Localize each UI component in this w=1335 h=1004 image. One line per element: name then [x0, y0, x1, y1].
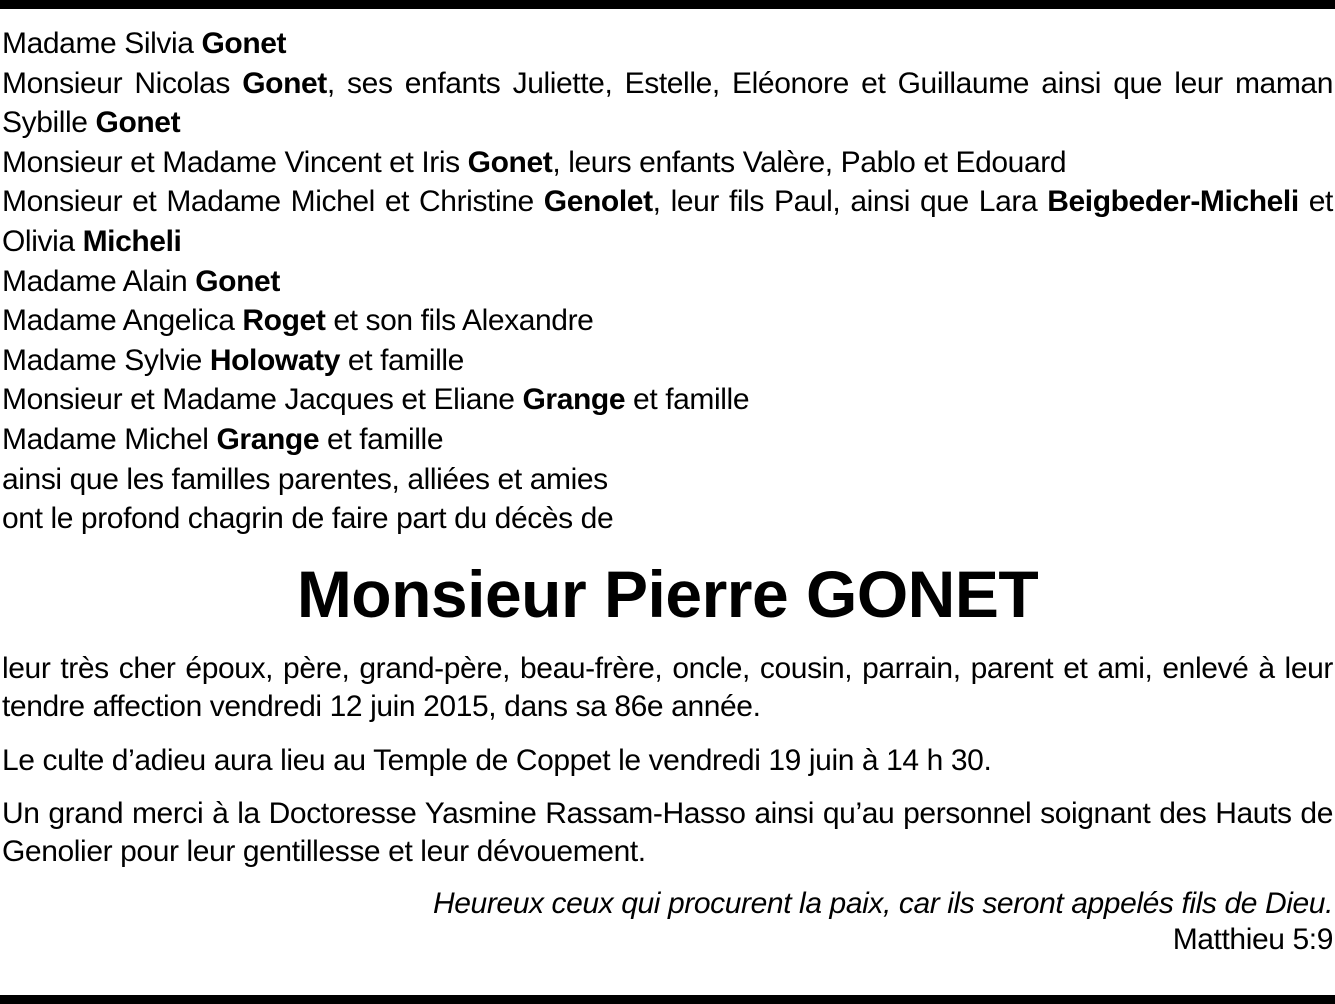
- mourner-text: Madame Silvia: [2, 27, 202, 60]
- mourner-line: [2, 64, 1333, 143]
- thanks-paragraph: Un grand merci à la Doctoresse Yasmine Rassam-Hasso ainsi qu’au personnel soignant des Hauts de Genolier pour leur gentillesse et leur dévouement.: [2, 797, 1333, 868]
- mourner-text: Monsieur Nicolas: [2, 66, 243, 100]
- mourner-text: ainsi que les familles parentes, alliées et amies: [2, 462, 608, 496]
- mourner-text: et Olivia: [2, 185, 1333, 258]
- mourner-line: [2, 420, 1333, 460]
- bible-quote: [433, 886, 1333, 958]
- mourner-text: Madame Michel: [2, 422, 217, 456]
- mourner-text: et famille: [625, 383, 750, 417]
- mourner-line: [2, 301, 1333, 341]
- mourner-line: [2, 24, 1333, 64]
- mourner-text: Monsieur et Madame Jacques et Eliane: [2, 383, 523, 417]
- announcement-line: [2, 499, 1333, 539]
- mourner-surname: Gonet: [467, 145, 553, 179]
- mourner-text: et famille: [319, 422, 444, 456]
- bottom-rule: [0, 995, 1335, 1004]
- mourner-surname: Gonet: [242, 66, 327, 100]
- mourner-text: , leur fils Paul, ainsi que Lara: [652, 185, 1048, 219]
- mourner-line: [2, 460, 1333, 500]
- mourners-list: [2, 24, 1333, 539]
- tribute-paragraph: leur très cher époux, père, grand-père, beau-frère, oncle, cousin, parrain, parent et ami, enlevé à leur tendre affection vendredi 12 juin 2015, dans sa 86e année.: [2, 652, 1333, 723]
- mourner-surname: Gonet: [95, 106, 181, 140]
- mourner-text: et famille: [339, 343, 464, 377]
- quote-reference: Matthieu 5:9: [1172, 923, 1333, 956]
- mourner-text: Madame Angelica: [2, 304, 243, 338]
- mourner-surname: Roget: [242, 304, 326, 338]
- mourner-text: et son fils Alexandre: [325, 304, 594, 338]
- mourner-surname: Gonet: [201, 27, 287, 60]
- announcement-text: ont le profond chagrin de faire part du décès de: [2, 502, 614, 536]
- mourner-line: [2, 143, 1333, 183]
- mourner-text: , ses enfants Juliette, Estelle, Eléonore et Guillaume ainsi que leur maman Sybille: [2, 66, 1334, 140]
- top-rule: [0, 0, 1335, 9]
- mourner-surname: Grange: [522, 383, 626, 417]
- mourner-line: [2, 262, 1333, 302]
- mourner-line: [2, 182, 1333, 261]
- mourner-text: Madame Sylvie: [2, 343, 210, 377]
- mourner-surname: Genolet: [543, 185, 653, 219]
- mourner-line: [2, 380, 1333, 420]
- quote-verse: Heureux ceux qui procurent la paix, car ils seront appelés fils de Dieu.: [432, 887, 1333, 920]
- service-paragraph: Le culte d’adieu aura lieu au Temple de Coppet le vendredi 19 juin à 14 h 30.: [2, 744, 992, 777]
- mourner-surname: Gonet: [195, 264, 280, 298]
- mourner-surname: Beigbeder-Micheli: [1047, 185, 1299, 219]
- mourner-text: , leurs enfants Valère, Pablo et Edouard: [552, 145, 1067, 179]
- mourner-line: [2, 341, 1333, 381]
- mourner-surname: Micheli: [82, 224, 182, 258]
- mourner-text: Monsieur et Madame Vincent et Iris: [2, 145, 468, 179]
- mourner-surname: Holowaty: [209, 343, 340, 377]
- deceased-name: Monsieur Pierre GONET: [296, 557, 1039, 631]
- mourner-text: Monsieur et Madame Michel et Christine: [2, 185, 544, 219]
- mourner-surname: Grange: [216, 422, 320, 456]
- mourner-text: Madame Alain: [2, 264, 196, 298]
